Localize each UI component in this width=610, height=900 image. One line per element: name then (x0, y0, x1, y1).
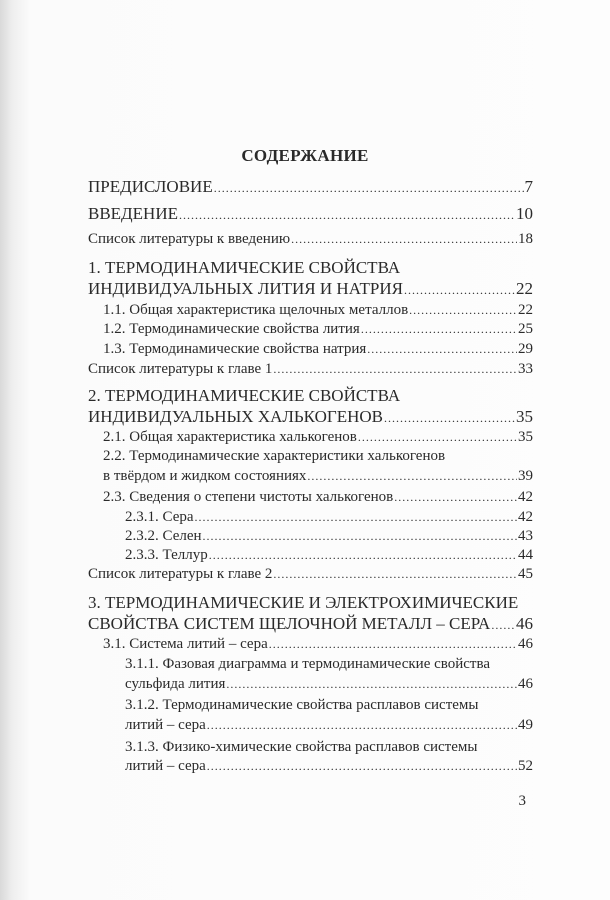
toc-chapter-2-line-1[interactable]: 2. ТЕРМОДИНАМИЧЕСКИЕ СВОЙСТВА (88, 386, 401, 405)
dot-leader (273, 566, 517, 583)
entry-title: 3.1. Система литий – сера (103, 636, 268, 652)
entry-page: 25 (518, 321, 533, 337)
toc-section-3-1[interactable] (103, 636, 533, 653)
dot-leader (367, 341, 517, 358)
toc-section-1-2[interactable] (103, 321, 533, 338)
toc-subsection-3-1-3-line-1[interactable]: 3.1.3. Физико-химические свойства расплавов системы (125, 739, 478, 755)
dot-leader (209, 547, 517, 564)
toc-section-1-3[interactable] (103, 341, 533, 358)
dot-leader (207, 717, 517, 734)
dot-leader (203, 528, 517, 545)
dot-leader (361, 321, 517, 338)
entry-page: 22 (516, 279, 533, 298)
toc-chapter-1[interactable] (88, 279, 533, 299)
toc-subsection-2-3-1[interactable] (125, 509, 533, 526)
entry-title: 2.3.1. Сера (125, 509, 194, 525)
entry-page: 45 (518, 566, 533, 582)
toc-entry-preface[interactable] (88, 177, 533, 197)
entry-title: литий – сера (125, 758, 206, 774)
entry-page: 7 (524, 177, 533, 196)
toc-section-2-3[interactable] (103, 489, 533, 506)
entry-title: Список литературы к главе 1 (88, 361, 273, 377)
entry-page: 22 (518, 302, 533, 318)
entry-title: ИНДИВИДУАЛЬНЫХ ХАЛЬКОГЕНОВ (88, 407, 383, 426)
entry-title: ПРЕДИСЛОВИЕ (88, 177, 213, 196)
entry-title: 2.3.2. Селен (125, 528, 202, 544)
entry-title: в твёрдом и жидком состояниях (103, 468, 307, 484)
entry-page: 29 (518, 341, 533, 357)
entry-title: 2.3. Сведения о степени чистоты халькогенов (103, 489, 394, 505)
toc-section-2-2-line-1[interactable]: 2.2. Термодинамические характеристики халькогенов (103, 448, 446, 464)
entry-title: 2.3.3. Теллур (125, 547, 208, 563)
dot-leader (179, 204, 515, 224)
entry-page: 43 (518, 528, 533, 544)
dot-leader (409, 302, 517, 319)
entry-title: 1.2. Термодинамические свойства лития (103, 321, 360, 337)
dot-leader (207, 758, 517, 775)
toc-subsection-3-1-2[interactable] (125, 717, 533, 734)
dot-leader (226, 676, 517, 693)
toc-chapter-2-references[interactable] (88, 566, 533, 583)
entry-page: 46 (518, 676, 533, 692)
entry-page: 18 (518, 231, 533, 247)
toc-subsection-3-1-2-line-1[interactable]: 3.1.2. Термодинамические свойства расплавов системы (125, 697, 479, 713)
dot-leader (358, 429, 517, 446)
toc-title: СОДЕРЖАНИЕ (241, 146, 369, 165)
entry-page: 35 (516, 407, 533, 426)
entry-title: 1.1. Общая характеристика щелочных металлов (103, 302, 409, 318)
toc-subsection-2-3-3[interactable] (125, 547, 533, 564)
toc-section-1-1[interactable] (103, 302, 533, 319)
toc-subsection-3-1-1-line-1[interactable]: 3.1.1. Фазовая диаграмма и термодинамические свойства (125, 656, 491, 672)
toc-chapter-3-line-1[interactable]: 3. ТЕРМОДИНАМИЧЕСКИЕ И ЭЛЕКТРОХИМИЧЕСКИЕ (88, 593, 519, 612)
dot-leader (273, 361, 517, 378)
entry-page: 10 (516, 204, 533, 223)
toc-subsection-2-3-2[interactable] (125, 528, 533, 545)
entry-page: 39 (518, 468, 533, 484)
toc-chapter-1-references[interactable] (88, 361, 533, 378)
entry-page: 52 (518, 758, 533, 774)
toc-section-2-2[interactable] (103, 468, 533, 485)
dot-leader (394, 489, 517, 506)
entry-page: 46 (518, 636, 533, 652)
page-number: 3 (518, 793, 526, 809)
toc-chapter-3[interactable] (88, 614, 533, 634)
toc-entry-intro-references[interactable] (88, 231, 533, 248)
toc-chapter-2[interactable] (88, 407, 533, 427)
entry-title: 2.1. Общая характеристика халькогенов (103, 429, 357, 445)
dot-leader (214, 177, 524, 197)
dot-leader (307, 468, 517, 485)
dot-leader (384, 407, 515, 427)
entry-title: литий – сера (125, 717, 206, 733)
entry-title: ВВЕДЕНИЕ (88, 204, 178, 223)
entry-title: сульфида лития (125, 676, 226, 692)
entry-page: 33 (518, 361, 533, 377)
toc-subsection-3-1-3[interactable] (125, 758, 533, 775)
entry-page: 44 (518, 547, 533, 563)
entry-title: 1.3. Термодинамические свойства натрия (103, 341, 367, 357)
entry-page: 46 (516, 614, 533, 633)
dot-leader (404, 279, 515, 299)
entry-page: 42 (518, 509, 533, 525)
entry-title: СВОЙСТВА СИСТЕМ ЩЕЛОЧНОЙ МЕТАЛЛ – СЕРА (88, 614, 491, 633)
entry-title: ИНДИВИДУАЛЬНЫХ ЛИТИЯ И НАТРИЯ (88, 279, 403, 298)
toc-section-2-1[interactable] (103, 429, 533, 446)
toc-chapter-1-line-1[interactable]: 1. ТЕРМОДИНАМИЧЕСКИЕ СВОЙСТВА (88, 258, 401, 277)
dot-leader (269, 636, 517, 653)
dot-leader (491, 614, 515, 634)
entry-title: Список литературы к главе 2 (88, 566, 273, 582)
entry-page: 35 (518, 429, 533, 445)
entry-page: 49 (518, 717, 533, 733)
entry-title: Список литературы к введению (88, 231, 291, 247)
dot-leader (195, 509, 517, 526)
toc-entry-introduction[interactable] (88, 204, 533, 224)
entry-page: 42 (518, 489, 533, 505)
dot-leader (291, 231, 517, 248)
toc-subsection-3-1-1[interactable] (125, 676, 533, 693)
